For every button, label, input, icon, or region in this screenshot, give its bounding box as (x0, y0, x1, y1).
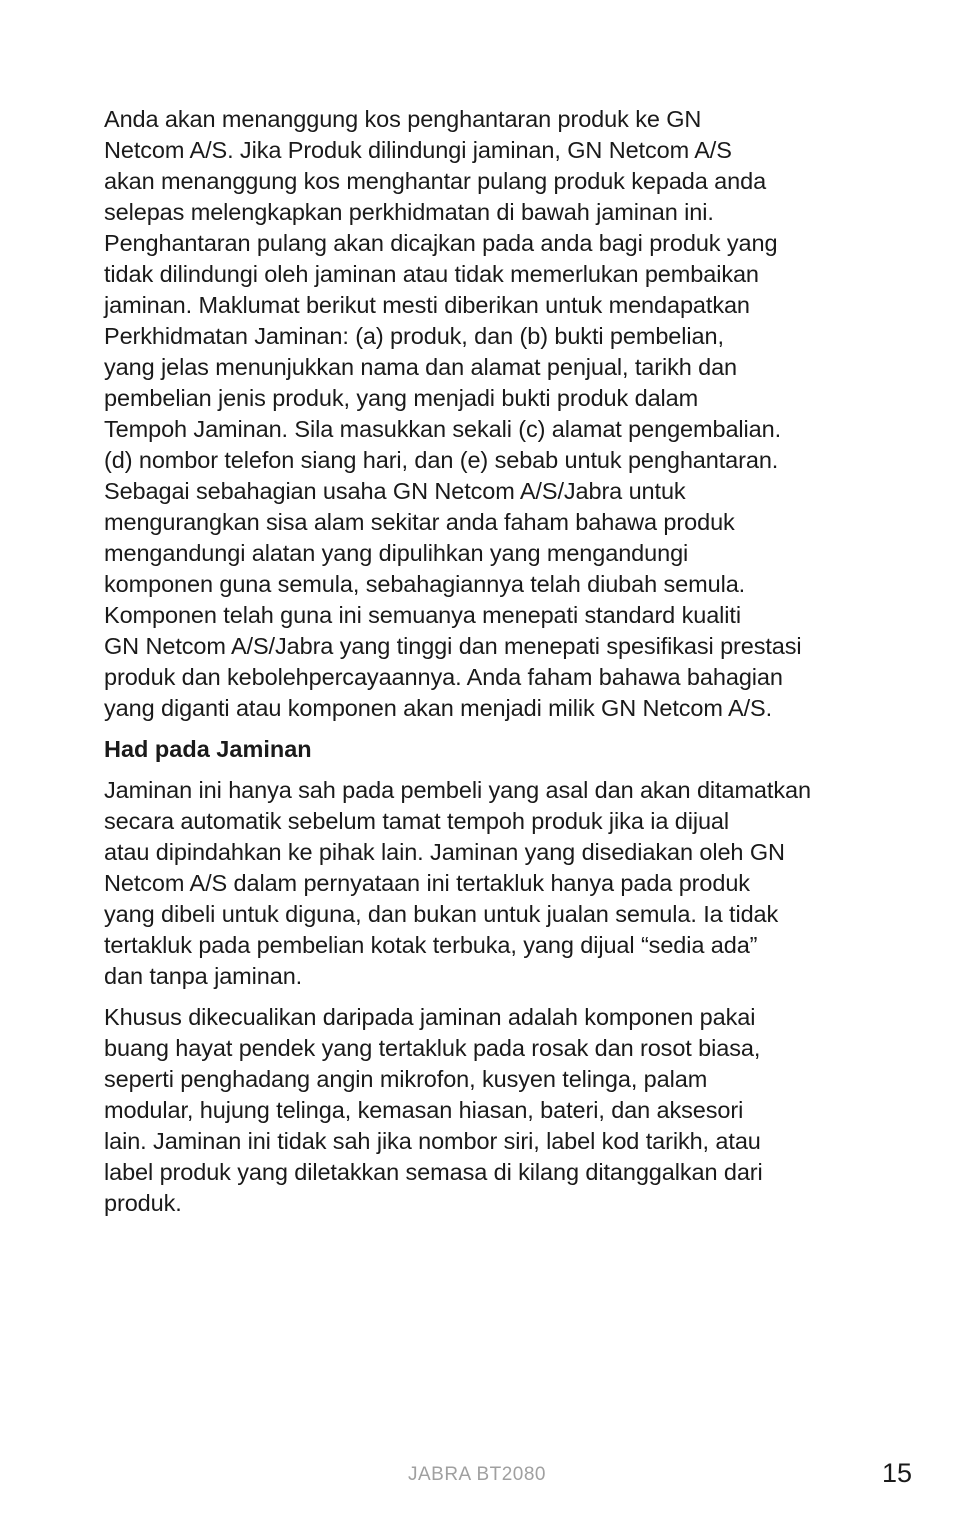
section-heading-warranty-limits: Had pada Jaminan (104, 736, 312, 762)
warranty-shipping-paragraph: Anda akan menanggung kos penghantaran produk ke GN Netcom A/S. Jika Produk dilindungi jaminan, GN Netcom A/S akan menanggung kos menghantar pulang produk kepada anda selepas melengkapkan perkhidmatan di bawah jaminan ini. Penghantaran pulang akan dicajkan pada anda bagi produk yang tidak dilindungi oleh jaminan atau tidak memerlukan pembaikan jaminan. Maklumat berikut mesti diberikan untuk mendapatkan Perkhidmatan Jaminan: (a) produk, dan (b) bukti pembelian, yang jelas menunjukkan nama dan alamat penjual, tarikh dan pembelian jenis produk, yang menjadi bukti produk dalam Tempoh Jaminan. Sila masukkan sekali (c) alamat pengembalian. (d) nombor telefon siang hari, dan (e) sebab untuk penghantaran. Sebagai sebahagian usaha GN Netcom A/S/Jabra untuk mengurangkan sisa alam sekitar anda faham bahawa produk mengandungi alatan yang dipulihkan yang mengandungi komponen guna semula, sebahagiannya telah diubah semula. Komponen telah guna ini semuanya menepati standard kualiti GN Netcom A/S/Jabra yang tinggi dan menepati spesifikasi prestasi produk dan kebolehpercayaannya. Anda faham bahawa bahagian yang diganti atau komponen akan menjadi milik GN Netcom A/S. (104, 106, 802, 721)
page-content (104, 104, 864, 1229)
page-number: 15 (881, 1458, 912, 1488)
warranty-exclusions-paragraph: Khusus dikecualikan daripada jaminan adalah komponen pakai buang hayat pendek yang tertakluk pada rosak dan rosot biasa, seperti penghadang angin mikrofon, kusyen telinga, palam modular, hujung telinga, kemasan hiasan, bateri, dan aksesori lain. Jaminan ini tidak sah jika nombor siri, label kod tarikh, atau label produk yang diletakkan semasa di kilang ditanggalkan dari produk. (104, 1004, 763, 1216)
warranty-limits-paragraph: Jaminan ini hanya sah pada pembeli yang asal dan akan ditamatkan secara automatik sebelum tamat tempoh produk jika ia dijual atau dipindahkan ke pihak lain. Jaminan yang disediakan oleh GN Netcom A/S dalam pernyataan ini tertakluk hanya pada produk yang dibeli untuk diguna, dan bukan untuk jualan semula. Ia tidak tertakluk pada pembelian kotak terbuka, yang dijual “sedia ada” dan tanpa jaminan. (104, 777, 811, 989)
footer-product-name: JABRA BT2080 (407, 1464, 547, 1485)
